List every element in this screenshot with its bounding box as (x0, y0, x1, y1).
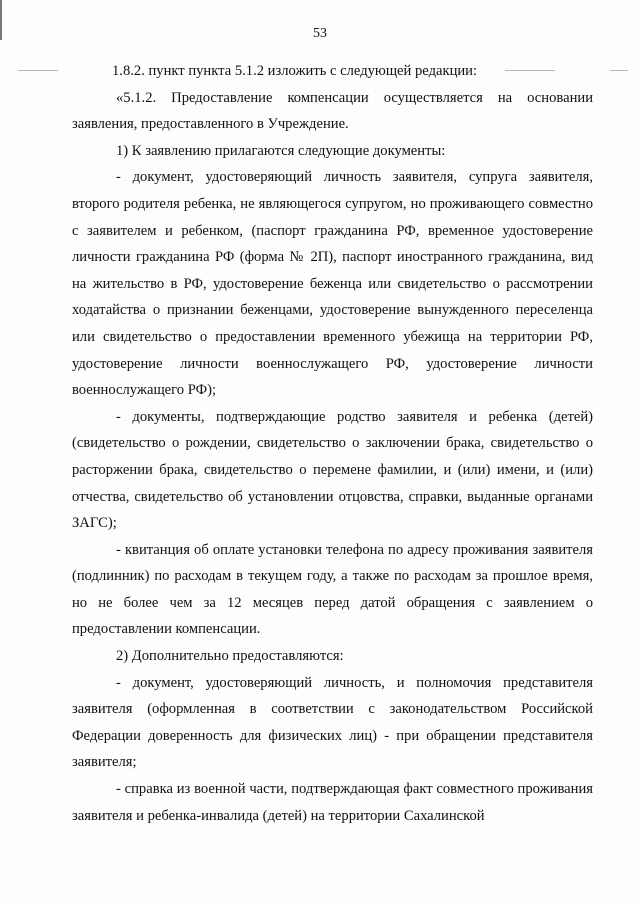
page-number: 53 (313, 26, 327, 41)
scan-noise-mark (18, 70, 58, 71)
paragraph-military-certificate: - справка из военной части, подтверждающая факт совместного проживания заявителя и ребенка-инвалида (детей) на территории Сахалинской (72, 781, 593, 824)
paragraph-representative-document: - документ, удостоверяющий личность, и полномочия представителя заявителя (оформленная в соответствии с законодательством Российской Федерации доверенность для физических лиц) - при обращении представителя заявителя; (72, 674, 593, 771)
paragraph-required-documents: 1) К заявлению прилагаются следующие документы: (116, 142, 446, 159)
document-body (72, 58, 593, 829)
paragraph-kinship-documents: - документы, подтверждающие родство заявителя и ребенка (детей) (свидетельство о рождении, свидетельство о заключении брака, свидетельство о расторжении брака, свидетельство о перемене фамилии, и (или) имени, и (или) отчества, свидетельство об установлении отцовства, справки, выданные органами ЗАГС); (72, 408, 593, 532)
paragraph-amendment-intro: 1.8.2. пункт пункта 5.1.2 изложить с следующей редакции: (112, 63, 478, 79)
paragraph-additional-documents: 2) Дополнительно предоставляются: (116, 648, 344, 665)
paragraph-5-1-2: «5.1.2. Предоставление компенсации осуществляется на основании заявления, предоставленного в Учреждение. (72, 89, 593, 133)
paragraph-identity-documents: - документ, удостоверяющий личность заявителя, супруга заявителя, второго родителя ребенка, не являющегося супругом, но проживающего совместно с заявителем и ребенком, (паспорт гражданина РФ, временное удостоверение личности гражданина РФ (форма № 2П), паспорт иностранного гражданина, вид на жительство в РФ, удостоверение беженца или свидетельство о рассмотрении ходатайства о признании беженцами, удостоверение вынужденного переселенца или свидетельство о предоставлении временного убежища на территории РФ, удостоверение личности военнослужащего РФ, удостоверение личности военнослужащего РФ); (72, 169, 593, 399)
paragraph-phone-receipt: - квитанция об оплате установки телефона по адресу проживания заявителя (подлинник) по расходам в текущем году, а также по расходам за прошлое время, но не более чем за 12 месяцев перед датой обращения с заявлением о предоставлении компенсации. (72, 541, 593, 638)
scan-noise-mark (610, 70, 628, 71)
